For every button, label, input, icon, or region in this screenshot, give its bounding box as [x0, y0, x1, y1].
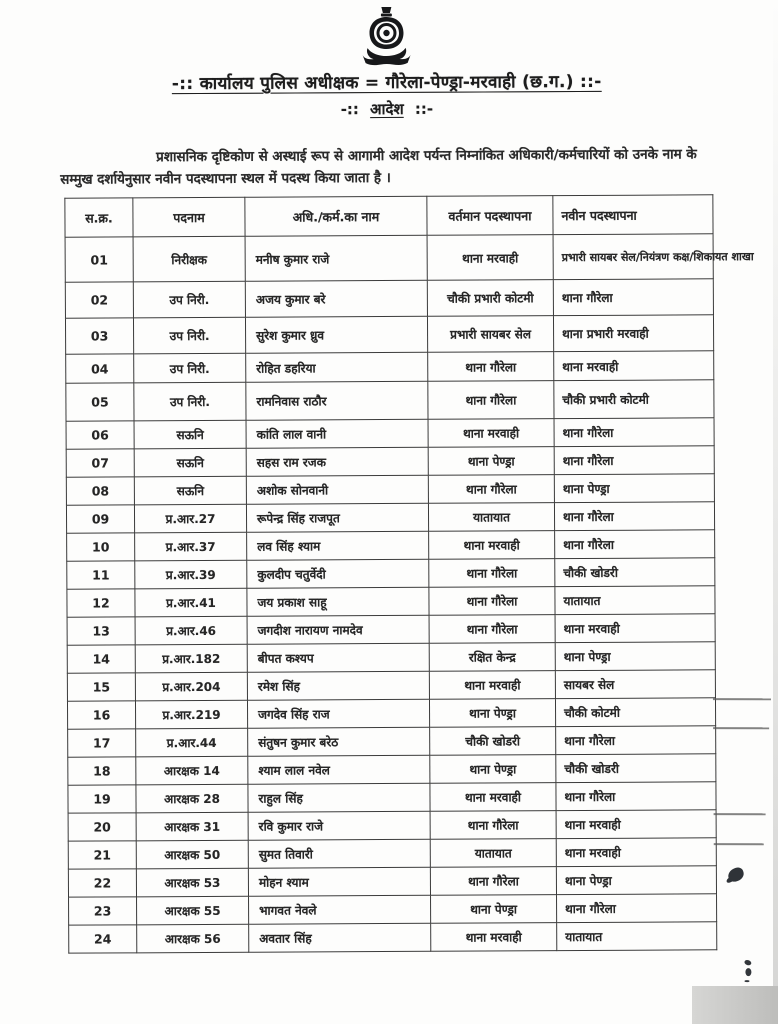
- cell-name: लव सिंह श्याम: [247, 531, 429, 560]
- cell-new: यातायात: [555, 586, 715, 615]
- cell-designation: आरक्षक 28: [136, 784, 248, 813]
- cell-new: यातायात: [557, 922, 717, 951]
- header-cell-name: अधि./कर्म.का नाम: [245, 196, 427, 236]
- cell-new: थाना गौरेला: [554, 502, 714, 531]
- cell-current: थाना मरवाही: [430, 783, 556, 812]
- cell-sno: 12: [67, 589, 135, 617]
- cell-name: रामनिवास राठौर: [246, 381, 428, 420]
- cell-name: रोहित डहरिया: [246, 352, 428, 382]
- header-cell-current: वर्तमान पदस्थापना: [427, 196, 553, 236]
- cell-current: थाना मरवाही: [428, 419, 554, 448]
- office-title: -:: कार्यालय पुलिस अधीक्षक = गौरेला-पेण्ड्रा-मरवाही (छ.ग.) ::-: [171, 71, 602, 95]
- table-row: [66, 446, 714, 477]
- table-row: [66, 351, 714, 383]
- cell-designation: प्र.आर.182: [135, 644, 247, 673]
- cell-name: संतुषन कुमार बरेठ: [248, 727, 430, 756]
- cell-sno: 14: [67, 645, 135, 673]
- cell-designation: प्र.आर.27: [134, 504, 246, 533]
- cell-designation: उप निरी.: [133, 281, 245, 318]
- cell-current: थाना गौरेला: [428, 352, 554, 382]
- table-row: [65, 315, 713, 354]
- cell-designation: आरक्षक 56: [137, 924, 249, 953]
- table-row: [67, 586, 715, 617]
- cell-sno: 01: [65, 237, 133, 282]
- cell-designation: सऊनि: [134, 448, 246, 477]
- cell-current: थाना मरवाही: [431, 923, 557, 952]
- table-row: [67, 642, 715, 673]
- cell-sno: 11: [67, 561, 135, 589]
- cell-sno: 23: [69, 897, 137, 925]
- cell-new: थाना मरवाही: [556, 838, 716, 867]
- table-row: [66, 418, 714, 449]
- cell-name: जगदीश नारायण नामदेव: [247, 615, 429, 644]
- cell-current: थाना पेण्ड्रा: [429, 699, 555, 728]
- cell-current: थाना पेण्ड्रा: [428, 447, 554, 476]
- table-row: [66, 380, 714, 421]
- scan-stray-line: [713, 698, 771, 700]
- cell-sno: 22: [68, 869, 136, 897]
- cell-designation: आरक्षक 14: [136, 756, 248, 785]
- table-head: [65, 195, 713, 237]
- cell-name: भागवत नेवले: [249, 895, 431, 924]
- cell-name: अशोक सोनवानी: [246, 475, 428, 504]
- table-row: [68, 782, 716, 813]
- ink-smudge: [726, 866, 745, 883]
- table-row: [68, 810, 716, 841]
- table-row: [69, 922, 717, 953]
- table-row: [65, 234, 713, 282]
- cell-current: थाना गौरेला: [429, 615, 555, 644]
- cell-current: यातायात: [430, 839, 556, 868]
- cell-current: थाना गौरेला: [430, 867, 556, 896]
- cell-current: थाना मरवाही: [427, 235, 553, 281]
- cell-sno: 10: [67, 533, 135, 561]
- cell-new: चौकी खोडरी: [555, 558, 715, 587]
- table-row: [66, 502, 714, 533]
- scanner-corner-shade: [692, 986, 778, 1024]
- cell-new: थाना प्रभारी मरवाही: [553, 315, 713, 352]
- cell-new: थाना पेण्ड्रा: [556, 866, 716, 895]
- cell-name: राहुल सिंह: [248, 783, 430, 812]
- table-row: [67, 670, 715, 701]
- cell-new: थाना पेण्ड्रा: [555, 642, 715, 671]
- table-row: [67, 614, 715, 645]
- cell-sno: 04: [66, 354, 134, 383]
- cell-designation: आरक्षक 55: [137, 896, 249, 925]
- cell-designation: उप निरी.: [134, 353, 246, 383]
- cell-name: रमेश सिंह: [247, 671, 429, 700]
- cell-new: थाना गौरेला: [554, 418, 714, 447]
- cell-name: मनीष कुमार राजे: [245, 235, 427, 281]
- table-row: [68, 838, 716, 869]
- cell-sno: 02: [65, 282, 133, 318]
- cell-sno: 24: [69, 925, 137, 953]
- table-header-row: [65, 195, 713, 237]
- cell-current: थाना गौरेला: [429, 559, 555, 588]
- order-word: आदेश: [370, 99, 404, 119]
- cell-new: चौकी खोडरी: [556, 754, 716, 783]
- order-heading: [0, 97, 776, 121]
- cell-name: कांति लाल वानी: [246, 419, 428, 448]
- cell-designation: आरक्षक 53: [136, 868, 248, 897]
- table-body: [65, 234, 754, 953]
- table-row: [67, 530, 715, 561]
- cell-new: थाना गौरेला: [557, 894, 717, 923]
- table-row: [68, 754, 716, 785]
- cell-new: सायबर सेल: [555, 670, 715, 699]
- table-row: [68, 866, 716, 897]
- cell-name: जगदेव सिंह राज: [247, 699, 429, 728]
- table-row: [65, 279, 713, 318]
- transfer-table-wrap: [64, 194, 754, 953]
- cell-sno: 03: [65, 318, 133, 354]
- cell-designation: निरीक्षक: [133, 236, 245, 282]
- cell-sno: 19: [68, 785, 136, 813]
- cell-designation: प्र.आर.219: [135, 700, 247, 729]
- cell-new: थाना मरवाही: [555, 614, 715, 643]
- cell-sno: 20: [68, 813, 136, 841]
- cell-name: श्याम लाल नवेल: [248, 755, 430, 784]
- cell-name: बीपत कश्यप: [247, 643, 429, 672]
- cell-designation: प्र.आर.41: [135, 588, 247, 617]
- cell-current: थाना मरवाही: [429, 671, 555, 700]
- cell-designation: प्र.आर.46: [135, 616, 247, 645]
- cell-current: चौकी खोडरी: [430, 727, 556, 756]
- cell-new: थाना मरवाही: [554, 351, 714, 381]
- cell-designation: प्र.आर.37: [135, 532, 247, 561]
- cell-current: थाना गौरेला: [429, 587, 555, 616]
- cell-designation: सऊनि: [134, 476, 246, 505]
- cell-name: रूपेन्द्र सिंह राजपूत: [246, 503, 428, 532]
- cell-current: रक्षित केन्द्र: [429, 643, 555, 672]
- cell-designation: उप निरी.: [134, 382, 246, 421]
- cell-current: थाना गौरेला: [428, 475, 554, 504]
- cell-current: थाना गौरेला: [430, 811, 556, 840]
- scan-stray-line: [714, 813, 766, 815]
- transfer-table: [64, 194, 754, 953]
- cell-designation: प्र.आर.39: [135, 560, 247, 589]
- cell-new: थाना गौरेला: [554, 446, 714, 475]
- scan-stray-line: [713, 727, 769, 729]
- cell-designation: प्र.आर.44: [136, 728, 248, 757]
- order-suffix: ::-: [414, 99, 434, 118]
- cell-new: थाना पेण्ड्रा: [554, 474, 714, 503]
- cell-sno: 07: [66, 449, 134, 477]
- scan-stray-line: [714, 843, 764, 845]
- table-row: [67, 698, 715, 729]
- header-cell-new: नवीन पदस्थापना: [553, 195, 713, 235]
- cell-designation: उप निरी.: [133, 317, 245, 354]
- cell-current: थाना पेण्ड्रा: [430, 755, 556, 784]
- ink-marks: [744, 960, 752, 986]
- cell-name: मोहन श्याम: [248, 867, 430, 896]
- cell-current: चौकी प्रभारी कोटमी: [427, 280, 553, 317]
- cell-sno: 15: [67, 673, 135, 701]
- table-row: [69, 894, 717, 925]
- cell-name: सुमत तिवारी: [248, 839, 430, 868]
- cell-sno: 16: [67, 701, 135, 729]
- cell-sno: 21: [68, 841, 136, 869]
- cell-designation: आरक्षक 31: [136, 812, 248, 841]
- table-row: [66, 474, 714, 505]
- cell-name: अजय कुमार बरे: [245, 280, 427, 317]
- cell-designation: आरक्षक 50: [136, 840, 248, 869]
- cell-name: कुलदीप चतुर्वेदी: [247, 559, 429, 588]
- cell-new: चौकी प्रभारी कोटमी: [554, 380, 714, 419]
- cell-sno: 17: [68, 729, 136, 757]
- cell-new: थाना गौरेला: [556, 782, 716, 811]
- cell-new: चौकी कोटमी: [555, 698, 715, 727]
- cell-sno: 09: [66, 505, 134, 533]
- header-cell-designation: पदनाम: [133, 197, 245, 237]
- order-prefix: -::: [340, 100, 359, 119]
- cell-current: थाना पेण्ड्रा: [431, 895, 557, 924]
- cell-new: थाना मरवाही: [556, 810, 716, 839]
- police-emblem: [0, 4, 776, 70]
- cell-new: प्रभारी सायबर सेल/नियंत्रण कक्ष/शिकायत शाखा: [553, 234, 713, 280]
- cell-new: थाना गौरेला: [553, 279, 713, 316]
- cell-new: थाना गौरेला: [556, 726, 716, 755]
- table-row: [68, 726, 716, 757]
- scanner-edge-shade: [773, 0, 778, 1024]
- cell-name: रवि कुमार राजे: [248, 811, 430, 840]
- cell-sno: 18: [68, 757, 136, 785]
- cell-name: जय प्रकाश साहू: [247, 587, 429, 616]
- intro-paragraph: प्रशासनिक दृष्टिकोण से अस्थाई रूप से आगामी आदेश पर्यन्त निम्नांकित अधिकारी/कर्मचारियों को उनके नाम के सम्मुख दर्शायेनुसार नवीन पदस्थापना स्थल में पदस्थ किया जाता है ।: [60, 145, 697, 188]
- cell-sno: 08: [66, 477, 134, 505]
- cell-designation: सऊनि: [134, 420, 246, 449]
- cell-designation: प्र.आर.204: [135, 672, 247, 701]
- cell-name: सुरेश कुमार ध्रुव: [245, 316, 427, 353]
- cell-sno: 13: [67, 617, 135, 645]
- cell-name: अवतार सिंह: [249, 923, 431, 952]
- cell-current: प्रभारी सायबर सेल: [427, 316, 553, 353]
- header-cell-sno: स.क्र.: [65, 198, 133, 237]
- cell-sno: 06: [66, 421, 134, 449]
- cell-current: थाना मरवाही: [429, 531, 555, 560]
- cell-sno: 05: [66, 383, 134, 421]
- cell-current: थाना गौरेला: [428, 381, 554, 420]
- cell-current: यातायात: [428, 503, 554, 532]
- police-crest-icon: [357, 6, 415, 68]
- cell-new: थाना गौरेला: [555, 530, 715, 559]
- cell-name: सहस राम रजक: [246, 447, 428, 476]
- table-row: [67, 558, 715, 589]
